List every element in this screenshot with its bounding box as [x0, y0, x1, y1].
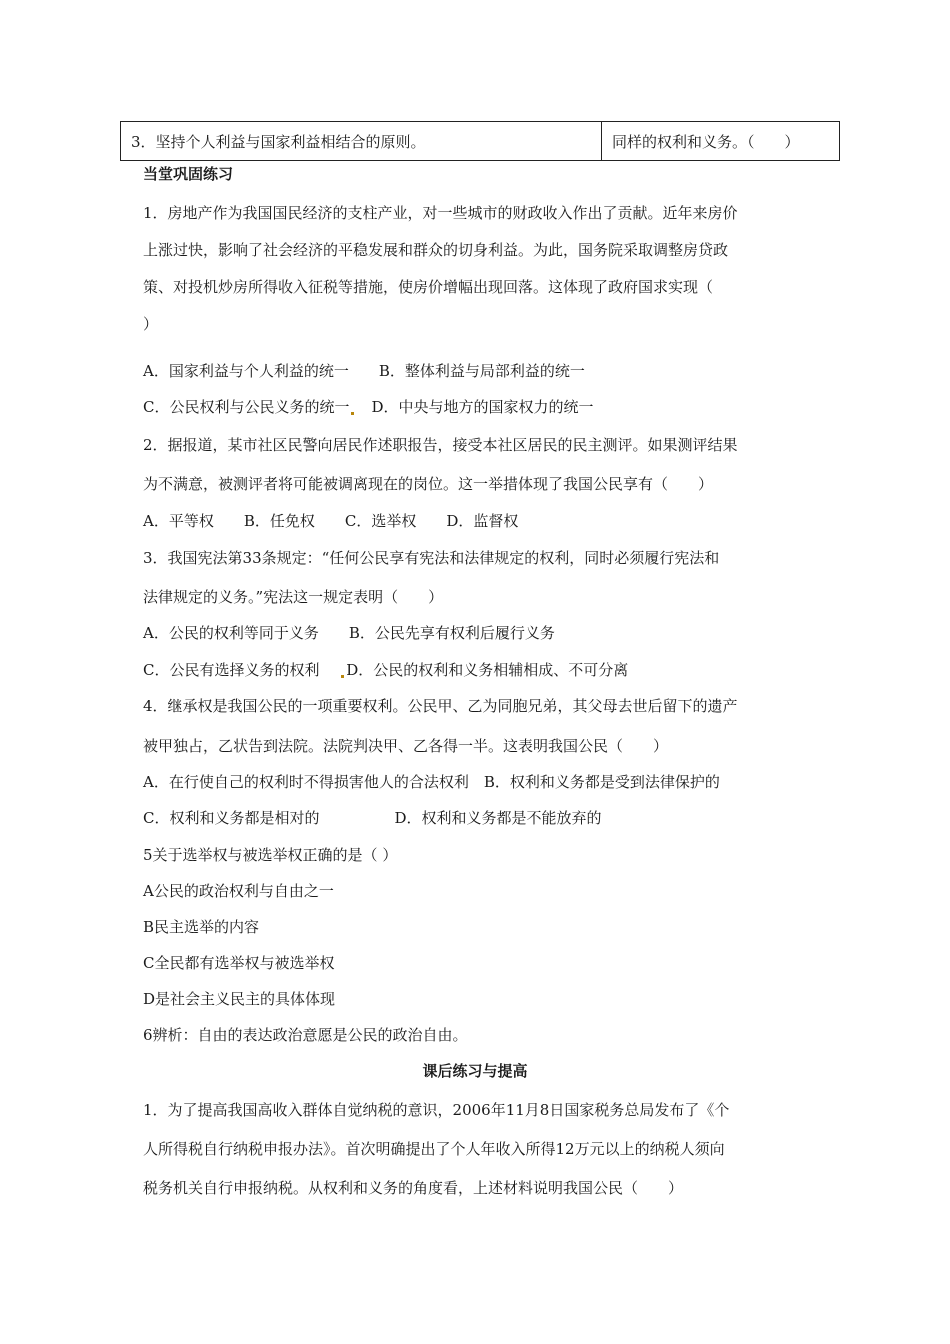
- q2-line-1: 2．据报道，某市社区民警向居民作述职报告，接受本社区居民的民主测评。如果测评结果: [143, 436, 738, 454]
- q4-line-2: 被甲独占，乙状告到法院。法院判决甲、乙各得一半。这表明我国公民（ ）: [143, 737, 669, 755]
- q1-line-1: 1．房地产作为我国国民经济的支柱产业，对一些城市的财政收入作出了贡献。近年来房价: [143, 204, 738, 222]
- q5-option-d: D是社会主义民主的具体体现: [143, 990, 336, 1008]
- q5-option-c: C全民都有选举权与被选举权: [143, 954, 335, 972]
- q1-options-ab: A．国家利益与个人利益的统一 B．整体利益与局部利益的统一: [143, 362, 585, 380]
- mark-dot: [351, 412, 354, 415]
- q1-options-cd: [143, 397, 594, 417]
- table-cell-right: 同样的权利和义务。（ ）: [602, 122, 840, 161]
- q5-stem: 5关于选举权与被选举权正确的是（ ）: [143, 846, 398, 864]
- q4-options-cd: C．权利和义务都是相对的 D．权利和义务都是不能放弃的: [143, 809, 602, 827]
- q4-line-1: 4．继承权是我国公民的一项重要权利。公民甲、乙为同胞兄弟，其父母去世后留下的遗产: [143, 697, 738, 715]
- q5-option-a: A公民的政治权利与自由之一: [143, 882, 334, 900]
- q6-text: 6辨析：自由的表达政治意愿是公民的政治自由。: [143, 1026, 468, 1044]
- q3-line-2: 法律规定的义务。”宪法这一规定表明（ ）: [143, 588, 444, 606]
- q3-option-c: C．公民有选择义务的权利: [143, 661, 320, 679]
- q3-options-ab: A．公民的权利等同于义务 B．公民先享有权利后履行义务: [143, 624, 555, 642]
- q1-option-d: D．中央与地方的国家权力的统一: [371, 398, 594, 416]
- q3-option-d: D．公民的权利和义务相辅相成、不可分离: [346, 661, 629, 679]
- s2-q1-line-1: 1．为了提高我国高收入群体自觉纳税的意识，2006年11月8日国家税务总局发布了《个: [143, 1101, 730, 1119]
- q4-options-ab: A．在行使自己的权利时不得损害他人的合法权利 B．权利和义务都是受到法律保护的: [143, 773, 720, 791]
- table-cell-left: 3．坚持个人利益与国家利益相结合的原则。: [121, 122, 602, 161]
- q2-line-2: 为不满意，被测评者将可能被调离现在的岗位。这一举措体现了我国公民享有（ ）: [143, 475, 714, 493]
- s2-q1-line-2: 人所得税自行纳税申报办法》。首次明确提出了个人年收入所得12万元以上的纳税人须向: [143, 1140, 725, 1158]
- section-title-after-class: 课后练习与提高: [422, 1062, 528, 1080]
- q3-line-1: 3．我国宪法第33条规定：“任何公民享有宪法和法律规定的权利，同时必须履行宪法和: [143, 549, 720, 567]
- s2-q1-line-3: 税务机关自行申报纳税。从权利和义务的角度看，上述材料说明我国公民（ ）: [143, 1179, 684, 1197]
- q1-line-3: 策、对投机炒房所得收入征税等措施，使房价增幅出现回落。这体现了政府国求实现（: [143, 278, 714, 296]
- q5-option-b: B民主选举的内容: [143, 918, 260, 936]
- q1-line-2: 上涨过快，影响了社会经济的平稳发展和群众的切身利益。为此，国务院采取调整房贷政: [143, 241, 729, 259]
- q2-options: A．平等权 B．任免权 C．选举权 D．监督权: [143, 512, 519, 530]
- q3-options-cd: [143, 660, 628, 680]
- section-title-consolidation: 当堂巩固练习: [143, 165, 234, 183]
- q1-option-c: C．公民权利与公民义务的统一: [143, 398, 350, 416]
- header-table: [120, 121, 840, 161]
- mark-dot: [341, 675, 344, 678]
- q1-line-4: ）: [143, 315, 159, 333]
